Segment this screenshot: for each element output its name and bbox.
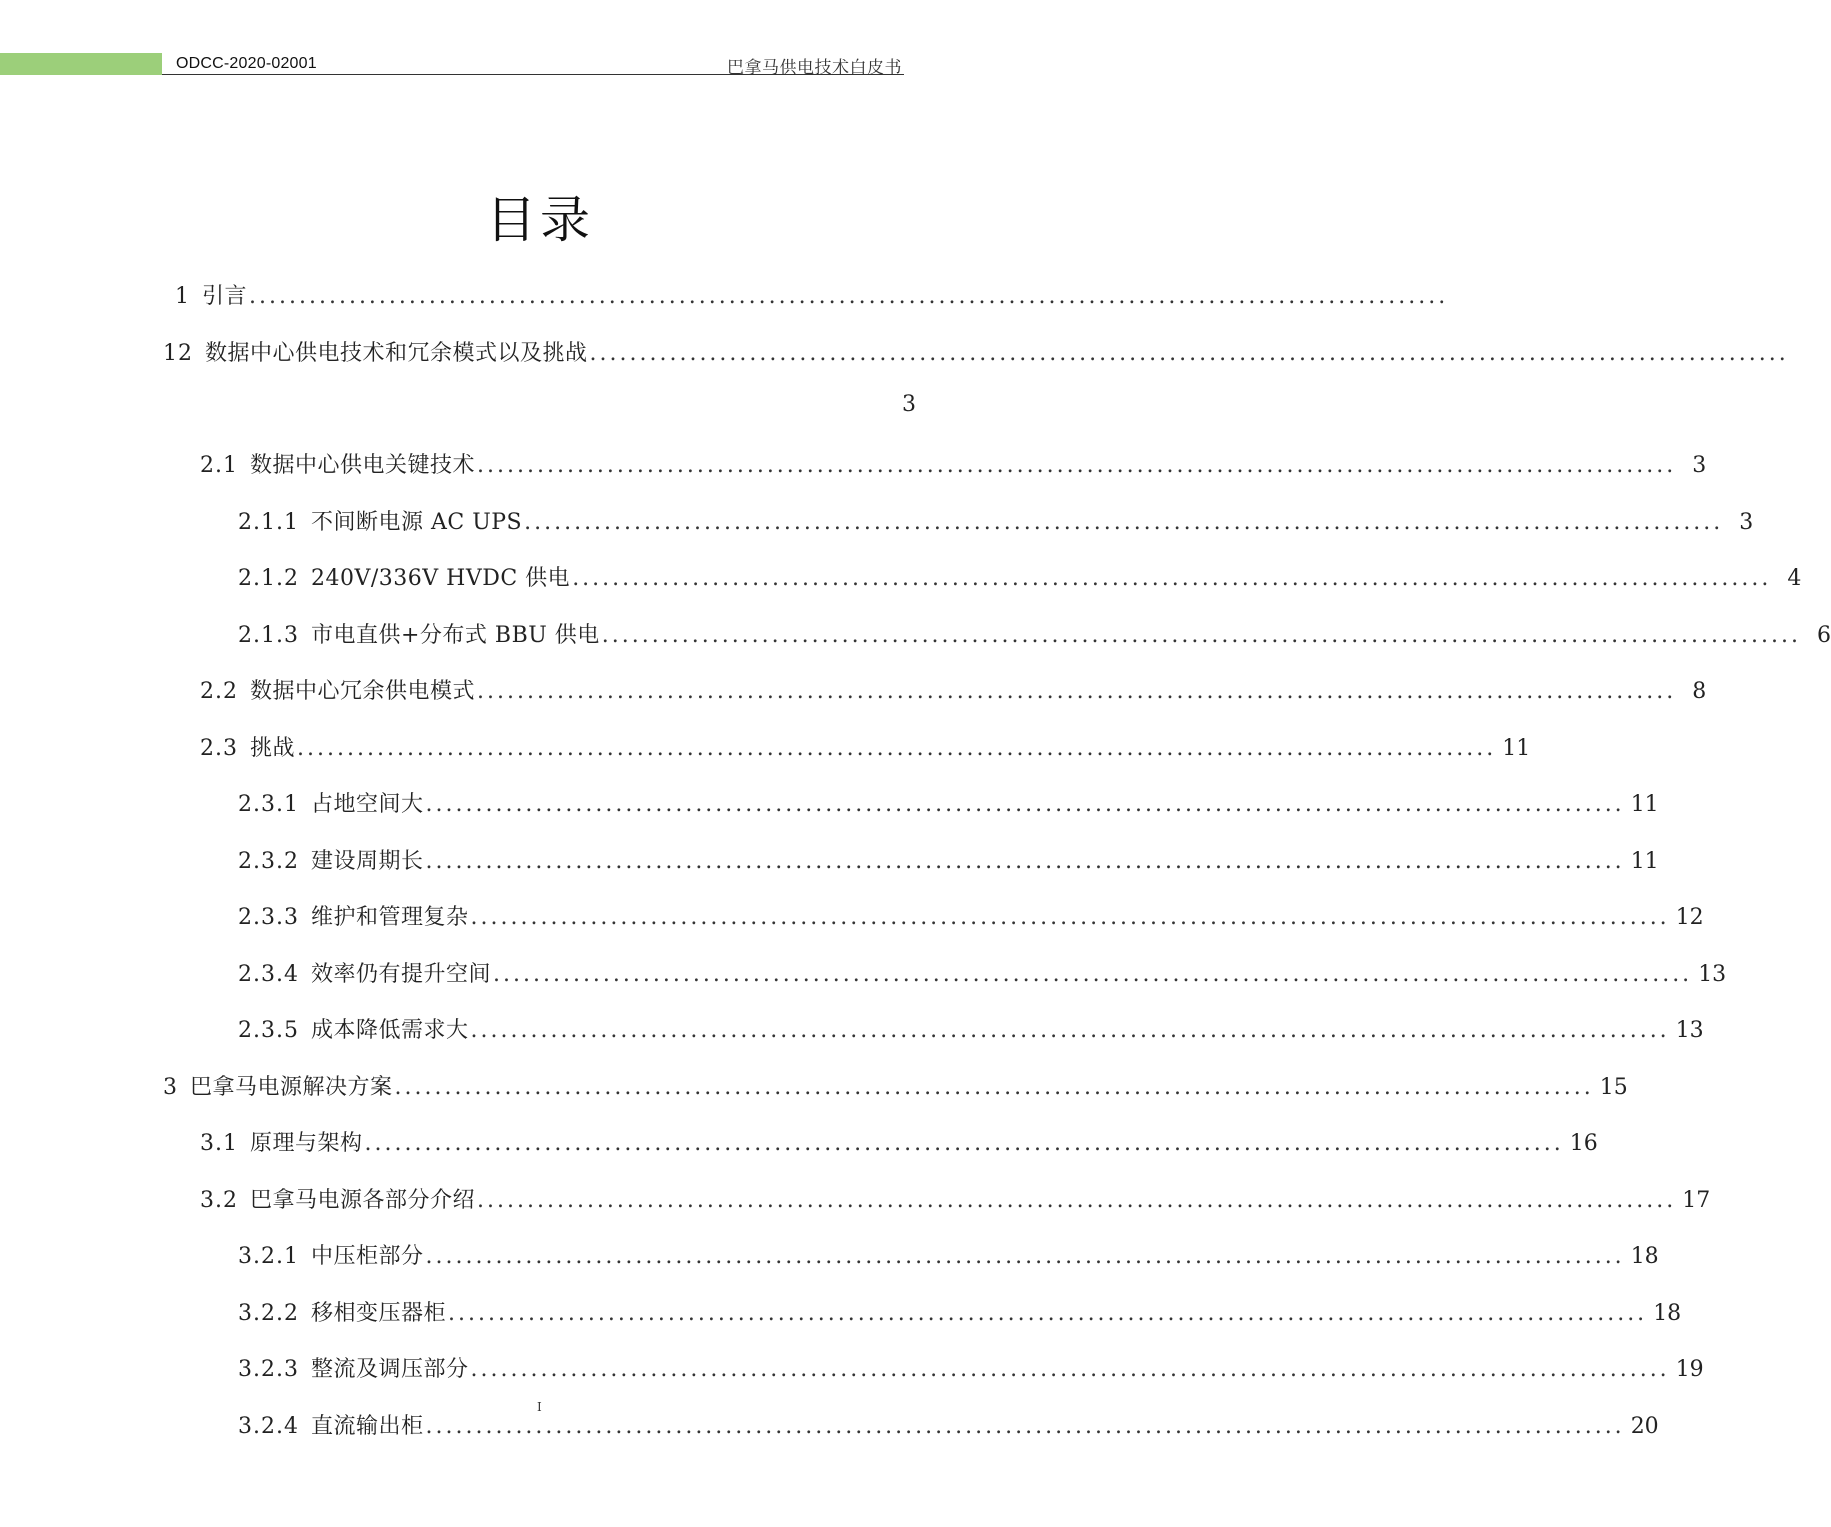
toc-entry[interactable]: [238, 561, 1802, 593]
toc-entry-title: 数据中心供电技术和冗余模式以及挑战: [205, 341, 588, 366]
toc-entry-page: 11: [1630, 849, 1659, 874]
toc-entry[interactable]: [238, 900, 1704, 932]
toc-leader-dots: ........................................................................................................................: [477, 679, 1677, 704]
toc-entry-page: 8: [1692, 679, 1707, 704]
toc-entry[interactable]: [200, 674, 1707, 706]
toc-entry-number: 1: [175, 284, 190, 309]
toc-leader-dots: ........................................................................................................................: [470, 1018, 1670, 1043]
toc-entry-page: 11: [1502, 736, 1531, 761]
toc-leader-dots: ........................................................................................................................: [394, 1075, 1594, 1100]
toc-entry-number: 2.3.1: [238, 792, 299, 817]
toc-entry[interactable]: [200, 731, 1531, 763]
toc-entry-title: 建设周期长: [310, 849, 424, 874]
toc-leader-dots: ........................................................................................................................: [425, 792, 1625, 817]
toc-entry-number: 2.2: [200, 679, 238, 704]
toc-entry-title: 中压柜部分: [310, 1244, 424, 1269]
page-number: I: [537, 1400, 542, 1414]
toc-entry[interactable]: [238, 787, 1659, 819]
toc-entry-page: 20: [1630, 1414, 1659, 1439]
toc-entry-number: 3.2.1: [238, 1244, 299, 1269]
toc-leader-dots: ........................................................................................................................: [249, 284, 1449, 309]
toc-entry-page: 13: [1675, 1018, 1704, 1043]
toc-entry-page: 13: [1698, 962, 1727, 987]
toc-entry-number: 3: [163, 1075, 178, 1100]
toc-wrapped-page-number: 3: [902, 392, 916, 417]
toc-entry-number: 2.1.3: [238, 623, 299, 648]
toc-leader-dots: ........................................................................................................................: [477, 1188, 1677, 1213]
toc-leader-dots: ........................................................................................................................: [425, 1244, 1625, 1269]
toc-leader-dots: ........................................................................................................................: [572, 566, 1772, 591]
toc-entry-page: 11: [1630, 792, 1659, 817]
document-title: 巴拿马供电技术白皮书: [727, 58, 902, 78]
page-title: 目录: [486, 191, 594, 249]
toc-entry-page: 6: [1816, 623, 1831, 648]
toc-leader-dots: ........................................................................................................................: [425, 1414, 1625, 1439]
toc-entry-title: 挑战: [250, 736, 296, 761]
toc-entry[interactable]: [238, 618, 1831, 650]
header-accent-bar: [0, 53, 162, 75]
toc-entry-title: 原理与架构: [250, 1131, 363, 1156]
toc-entry-page: 12: [1675, 905, 1704, 930]
toc-entry[interactable]: [200, 1126, 1598, 1158]
toc-entry-title: 效率仍有提升空间: [310, 962, 491, 987]
toc-leader-dots: ........................................................................................................................: [297, 736, 1497, 761]
toc-entry-title: 巴拿马电源各部分介绍: [250, 1188, 476, 1213]
toc-entry[interactable]: [238, 1239, 1659, 1271]
toc-entry-number: 2.3.4: [238, 962, 299, 987]
toc-leader-dots: ........................................................................................................................: [477, 453, 1677, 478]
toc-leader-dots: ........................................................................................................................: [601, 623, 1801, 648]
toc-entry-title: 数据中心冗余供电模式: [250, 679, 476, 704]
toc-entry[interactable]: [200, 1183, 1711, 1215]
toc-entry-page: 19: [1675, 1357, 1704, 1382]
toc-entry[interactable]: [238, 844, 1659, 876]
toc-entry[interactable]: [238, 1352, 1704, 1384]
toc-entry-number: 2.1.1: [238, 510, 299, 535]
toc-entry-title: 240V/336V HVDC 供电: [310, 566, 571, 591]
toc-entry-title: 成本降低需求大: [310, 1018, 469, 1043]
toc-leader-dots: ........................................................................................................................: [524, 510, 1724, 535]
toc-entry[interactable]: [238, 505, 1754, 537]
toc-entry-title: 直流输出柜: [310, 1414, 424, 1439]
toc-entry[interactable]: [238, 1296, 1682, 1328]
toc-entry-number: 2.3.3: [238, 905, 299, 930]
toc-entry-title: 占地空间大: [310, 792, 424, 817]
document-id: ODCC-2020-02001: [176, 55, 317, 72]
toc-entry-page: 17: [1682, 1188, 1711, 1213]
toc-entry-number: 3.2: [200, 1188, 238, 1213]
toc-entry-page: 16: [1569, 1131, 1598, 1156]
toc-leader-dots: ........................................................................................................................: [364, 1131, 1564, 1156]
toc-entry-number: 3.2.2: [238, 1301, 299, 1326]
toc-entry-title: 整流及调压部分: [310, 1357, 469, 1382]
toc-entry-number: 3.1: [200, 1131, 238, 1156]
toc-leader-dots: ........................................................................................................................: [448, 1301, 1648, 1326]
toc-entry-number: 2.3: [200, 736, 238, 761]
toc-entry-number: 3.2.3: [238, 1357, 299, 1382]
toc-entry-page: 3: [1739, 510, 1754, 535]
toc-leader-dots: ........................................................................................................................: [589, 341, 1789, 366]
toc-entry-title: 数据中心供电关键技术: [250, 453, 476, 478]
toc-leader-dots: ........................................................................................................................: [425, 849, 1625, 874]
toc-entry-number: 2.1: [200, 453, 238, 478]
toc-entry-number: 12: [163, 341, 193, 366]
toc-entry-title: 不间断电源 AC UPS: [310, 510, 523, 535]
toc-entry-page: 18: [1630, 1244, 1659, 1269]
toc-entry[interactable]: [238, 957, 1727, 989]
toc-entry-page: 18: [1653, 1301, 1682, 1326]
toc-entry[interactable]: [163, 336, 1789, 368]
toc-leader-dots: ........................................................................................................................: [493, 962, 1693, 987]
toc-entry-number: 3.2.4: [238, 1414, 299, 1439]
toc-entry[interactable]: [238, 1013, 1704, 1045]
toc-entry-title: 引言: [202, 284, 248, 309]
toc-entry[interactable]: [238, 1409, 1659, 1441]
toc-leader-dots: ........................................................................................................................: [470, 1357, 1670, 1382]
toc-leader-dots: ........................................................................................................................: [470, 905, 1670, 930]
toc-entry-page: 4: [1787, 566, 1802, 591]
toc-entry-title: 维护和管理复杂: [310, 905, 469, 930]
toc-entry-page: 15: [1599, 1075, 1628, 1100]
toc-entry-title: 移相变压器柜: [310, 1301, 446, 1326]
toc-entry-number: 2.1.2: [238, 566, 299, 591]
toc-entry-title: 巴拿马电源解决方案: [190, 1075, 393, 1100]
toc-entry-page: 3: [1692, 453, 1707, 478]
toc-entry[interactable]: [175, 279, 1449, 311]
toc-entry-number: 2.3.2: [238, 849, 299, 874]
toc-entry[interactable]: [163, 1070, 1628, 1102]
toc-entry[interactable]: [200, 448, 1707, 480]
toc-entry-title: 市电直供+分布式 BBU 供电: [310, 623, 600, 648]
toc-entry-number: 2.3.5: [238, 1018, 299, 1043]
